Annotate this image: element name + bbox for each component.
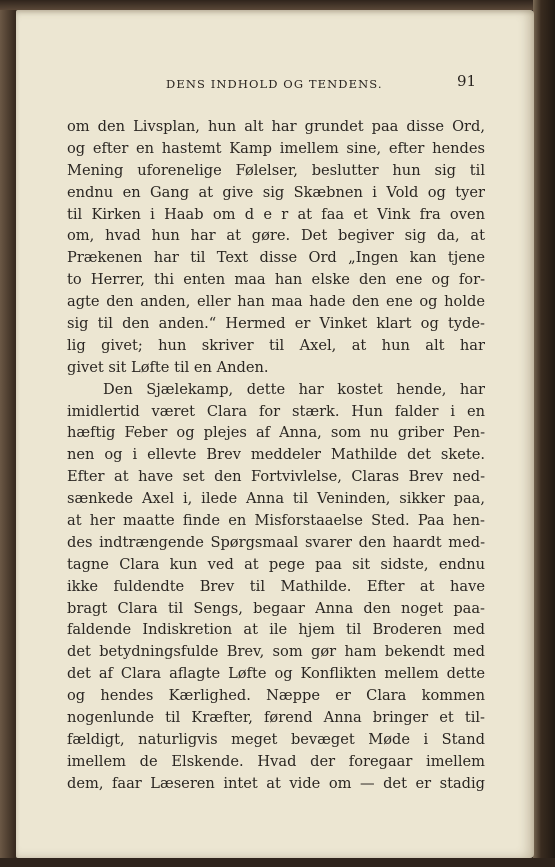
text-line: sænkede Axel i, ilede Anna til Veninden, sikker paa, (67, 490, 485, 508)
text-line: hæftig Feber og plejes af Anna, som nu griber Pen- (67, 424, 485, 442)
text-line: om, hvad hun har at gøre. Det begiver sig da, at (67, 227, 485, 245)
text-line: endnu en Gang at give sig Skæbnen i Vold og tyer (67, 183, 485, 201)
text-line: lig givet; hun skriver til Axel, at hun alt har (67, 336, 485, 354)
text-line: imidlertid været Clara for stærk. Hun falder i en (67, 402, 485, 420)
text-line: bragt Clara til Sengs, begaar Anna den noget paa- (67, 599, 485, 617)
book-top-edge (0, 0, 555, 10)
page-number: 91 (457, 72, 477, 90)
book-page (16, 10, 534, 858)
text-line: imellem de Elskende. Hvad der foregaar imellem (67, 752, 485, 770)
text-line: ikke fuldendte Brev til Mathilde. Efter at have (67, 577, 485, 595)
text-line: agte den anden, eller han maa hade den ene og holde (67, 293, 485, 311)
text-line: tagne Clara kun ved at pege paa sit sidste, endnu (67, 555, 485, 573)
text-line: des indtrængende Spørgsmaal svarer den haardt med- (67, 533, 485, 551)
book-bottom-edge (0, 858, 555, 867)
text-line: dem, faar Læseren intet at vide om — det er stadig (67, 774, 485, 792)
running-title: DENS INDHOLD OG TENDENS. (166, 77, 383, 91)
text-line: sig til den anden.“ Hermed er Vinket klart og tyde- (67, 315, 485, 333)
text-line: nen og i ellevte Brev meddeler Mathilde det skete. (67, 446, 485, 464)
text-line: Prækenen har til Text disse Ord „Ingen kan tjene (67, 249, 485, 267)
text-line: det af Clara aflagte Løfte og Konflikten mellem dette (67, 665, 485, 683)
text-line: fældigt, naturligvis meget bevæget Møde i Stand (67, 730, 485, 748)
text-line: faldende Indiskretion at ile hjem til Broderen med (67, 621, 485, 639)
text-line: nogenlunde til Kræfter, førend Anna bringer et til- (67, 709, 485, 727)
text-line: om den Livsplan, hun alt har grundet paa disse Ord, (67, 118, 485, 135)
body-text (67, 116, 485, 795)
text-line: to Herrer, thi enten maa han elske den ene og for- (67, 271, 485, 289)
book-spine-edge (533, 0, 555, 867)
text-line-paragraph-start: Den Sjælekamp, dette har kostet hende, har (103, 380, 485, 398)
text-line: Mening uforenelige Følelser, beslutter hun sig til (67, 161, 485, 179)
text-line: og efter en hastemt Kamp imellem sine, efter hendes (67, 139, 485, 157)
text-line: og hendes Kærlighed. Næppe er Clara kommen (67, 687, 485, 705)
text-line-paragraph-end: givet sit Løfte til en Anden. (67, 358, 269, 376)
text-line: til Kirken i Haab om d e r at faa et Vink fra oven (67, 205, 485, 223)
text-line: det betydningsfulde Brev, som gør ham bekendt med (67, 643, 485, 661)
text-line: Efter at have set den Fortvivlelse, Claras Brev ned- (67, 468, 485, 486)
text-line: at her maatte finde en Misforstaaelse Sted. Paa hen- (67, 512, 485, 530)
